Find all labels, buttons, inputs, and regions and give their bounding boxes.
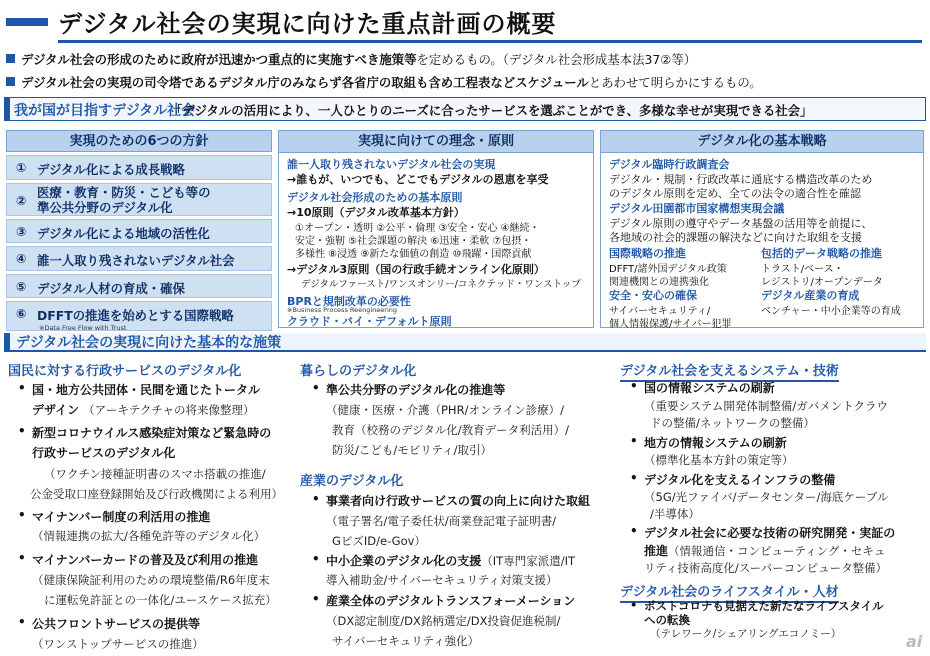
principle-title: 誰一人取り残されないデジタル社会の実現 [287,158,496,171]
measure-note: 導入補助金/サイバーセキュリティ対策支援） [326,573,558,587]
policy-item [6,274,272,299]
measure-item: • ポストコロナも見据えた新たなライフスタイル [644,598,884,614]
measure-note: （情報通信・コンピューティング・セキュ [668,544,886,558]
square-bullet-icon [6,77,15,86]
measure-note: （健康・医療・介護（PHR/オンライン診療）/ [326,403,564,417]
policy-footnote: ※Data Free Flow with Trust [39,324,127,332]
measure-item: • 公共フロントサービスの提供等 [32,615,200,632]
principle-detail: デジタルファースト/ワンスオンリー/コネクテッド・ワンストップ [301,279,581,290]
measure-item: • マイナンバーカードの普及及び利用の推進 [32,551,258,568]
principle-sub: →デジタル3原則（国の行政手続オンライン化原則） [287,263,545,276]
measure-item: • マイナンバー制度の利活用の推進 [32,508,210,525]
category-title: デジタル社会のライフスタイル・人材 [620,581,839,603]
policy-num: ⑤ [16,278,27,294]
strategy-text: のデジタル原則を定め、全ての法令の適合性を確認 [609,187,861,200]
measure-note: （情報連携の拡大/各種免許等のデジタル化） [32,529,266,543]
measures-header: デジタル社会の実現に向けた基本的な施策 [16,335,282,351]
measure-note: （重要システム開発体制整備/ガバメントクラウ [644,399,888,413]
bullet-rest: とあわせて明らかにするもの。 [588,75,762,90]
measure-text: 推進 [644,544,669,558]
measure-note: 防災/こども/モビリティ/取引） [332,443,492,457]
measure-item: • 国の情報システムの刷新 [644,379,775,396]
strategy-title: デジタル田園都市国家構想実現会議 [609,202,785,215]
strategy-text: デジタル・規制・行政改革に通底する構造改革のため [609,173,873,186]
strategy-text: サイバーセキュリティ/ [609,306,711,317]
principle-title: BPRと規制改革の必要性 [287,295,411,308]
measure-note: リティ技術高度化/スーパーコンピュータ整備） [644,561,888,575]
policy-num: ⑥ [16,306,27,321]
principles-header: 実現に向けての理念・原則 [279,131,593,153]
principle-detail: 多様性 ⑧浸透 ⑨新たな価値の創造 ⑩飛躍・国際貢献 [295,249,532,260]
policy-text: 誰一人取り残されないデジタル社会 [37,253,235,268]
square-bullet-icon [6,54,15,63]
intro-bullet-2 [6,73,762,91]
bullet-main: デジタル社会の実現の司令塔であるデジタル庁のみならず各省庁の取組も含め工程表などスケジュール [21,75,589,90]
principle-title: デジタル社会形成のための基本原則 [287,191,463,204]
policy-text: デジタル化による地域の活性化 [37,225,210,241]
strategy-text: トラスト/ベース・ [761,264,844,275]
measure-text: デザイン [32,403,80,417]
measure-note: （アーキテクチャの将来像整理） [83,403,255,417]
bullet-main: デジタル社会の形成のために政府が迅速かつ重点的に実施すべき施策等 [21,52,417,67]
policy-num: ③ [16,223,27,239]
strategy-title: デジタル産業の育成 [761,289,860,302]
measure-note: 教育（校務のデジタル化/教育データ利活用）/ [332,423,570,437]
strategy-title: 国際戦略の推進 [609,247,686,260]
principle-footnote: ※Business Process Reengineering [287,306,398,314]
vision-box [4,97,926,121]
policy-item [6,301,272,331]
policies-panel [6,130,272,332]
measure-item: • 地方の情報システムの刷新 [644,434,787,451]
vision-text: 「デジタルの活用により、一人ひとりのニーズに合ったサービスを選ぶことができ、多様な幸せが実現できる社会」 [170,103,813,118]
policy-item [6,219,272,244]
title-underline [58,40,922,43]
principle-title: クラウド・バイ・デフォルト原則 [287,315,452,328]
measure-item [326,552,575,569]
category-title: 国民に対する行政サービスのデジタル化 [8,364,242,379]
measure-note: ドの整備/ネットワークの整備） [650,416,815,430]
measure-note: （ワンストップサービスの推進） [32,637,204,651]
policy-item [6,246,272,271]
strategy-title: デジタル臨時行政調査会 [609,158,730,171]
measure-item-cont: への転換 [644,613,690,627]
policy-text: デジタル人材の育成・確保 [37,280,185,296]
page-title: デジタル社会の実現に向けた重点計画の概要 [58,10,557,38]
policy-num: ① [16,160,27,175]
principle-detail: ①オープン・透明 ②公平・倫理 ③安全・安心 ④継続・ [295,223,540,234]
policy-text: 準公共分野のデジタル化 [37,199,173,215]
measure-note: （テレワーク/シェアリングエコノミー） [650,628,842,640]
principles-panel [278,130,594,328]
policy-item [6,183,272,216]
measure-item: • 事業者向け行政サービスの質の向上に向けた取組 [326,492,590,509]
policy-num: ④ [16,251,27,266]
policy-text: 医療・教育・防災・こども等の [37,184,211,200]
strategy-title: 包括的データ戦略の推進 [761,247,882,260]
category-title: 産業のデジタル化 [300,474,404,489]
policies-header: 実現のための6つの方針 [6,130,272,152]
strategy-text: デジタル原則の遵守やデータ基盤の活用等を前提に、 [609,217,873,230]
measure-note: （標準化基本方針の策定等） [644,453,794,467]
strategy-text: 関連機関との連携強化 [609,277,709,288]
measure-note: 公金受取口座登録開始及び行政機関による利用） [30,487,283,501]
measure-item: • 産業全体のデジタルトランスフォーメーション [326,592,575,609]
principle-text: →誰もが、いつでも、どこでもデジタルの恩恵を享受 [287,173,549,186]
category-title: 暮らしのデジタル化 [300,364,417,379]
measure-item: • 準公共分野のデジタル化の推進等 [326,381,505,398]
measure-item-cont: 行政サービスのデジタル化 [32,446,176,460]
intro-bullet-1 [6,50,696,68]
measure-item: • 新型コロナウイルス感染症対策など緊急時の [32,424,271,441]
measure-item: • デジタル化を支えるインフラの整備 [644,471,835,488]
strategy-text: ベンチャー・中小企業等の育成 [761,306,901,317]
strategy-header: デジタル化の基本戦略 [601,131,923,153]
principle-sub: →10原則（デジタル改革基本方針） [287,206,465,219]
measure-note: GビズID/e-Gov） [332,534,426,548]
measure-note: （5G/光ファイバ/データセンター/海底ケーブル [644,490,889,504]
title-accent [6,18,48,26]
category-title: デジタル社会を支えるシステム・技術 [620,360,839,382]
measure-note: /半導体） [650,507,700,521]
vision-label: 我が国が目指すデジタル社会 [14,103,196,119]
strategy-text: レジストリ/オープンデータ [761,277,883,288]
measure-note: （健康保険証利用のための環境整備/R6年度末 [32,573,270,587]
policy-num: ② [16,192,27,208]
strategy-title: 安全・安心の確保 [609,289,697,302]
measure-note: （DX認定制度/DX銘柄選定/DX投資促進税制/ [326,614,561,628]
title-bar [0,2,930,42]
measure-item-cont [644,542,885,559]
principle-detail: 安定・強靭 ⑤社会課題の解決 ⑥迅速・柔軟 ⑦包摂・ [295,236,532,247]
strategy-panel [600,130,924,328]
measure-item-cont [32,401,255,418]
measure-note: サイバーセキュリティ強化） [332,634,480,648]
policy-item [6,155,272,180]
strategy-text: 個人情報保護/サイバー犯罪 [609,319,732,330]
measure-note: （電子署名/電子委任状/商業登記電子証明書/ [326,514,557,528]
measure-note: （IT専門家派遣/IT [481,554,575,568]
measure-note: に運転免許証との一体化/ユースケース拡充） [44,593,277,607]
site-logo: ai [906,632,923,651]
measures-section-bar [4,333,926,352]
bullet-rest: を定めるもの。（デジタル社会形成基本法37②等） [416,52,697,67]
measure-text: 中小企業のデジタル化の支援 [326,554,482,568]
measure-note: （ワクチン接種証明書のスマホ搭載の推進/ [44,467,266,481]
strategy-text: DFFT/諸外国デジタル政策 [609,264,727,275]
strategy-text: 各地域の社会的課題の解決などに向けた取組を支援 [609,231,862,244]
measure-item: • 国・地方公共団体・民間を通じたトータル [32,381,260,398]
policy-text: デジタル化による成長戦略 [37,162,185,177]
policy-text: DFFTの推進を始めとする国際戦略 [37,308,234,323]
measure-item: • デジタル社会に必要な技術の研究開発・実証の [644,524,895,541]
